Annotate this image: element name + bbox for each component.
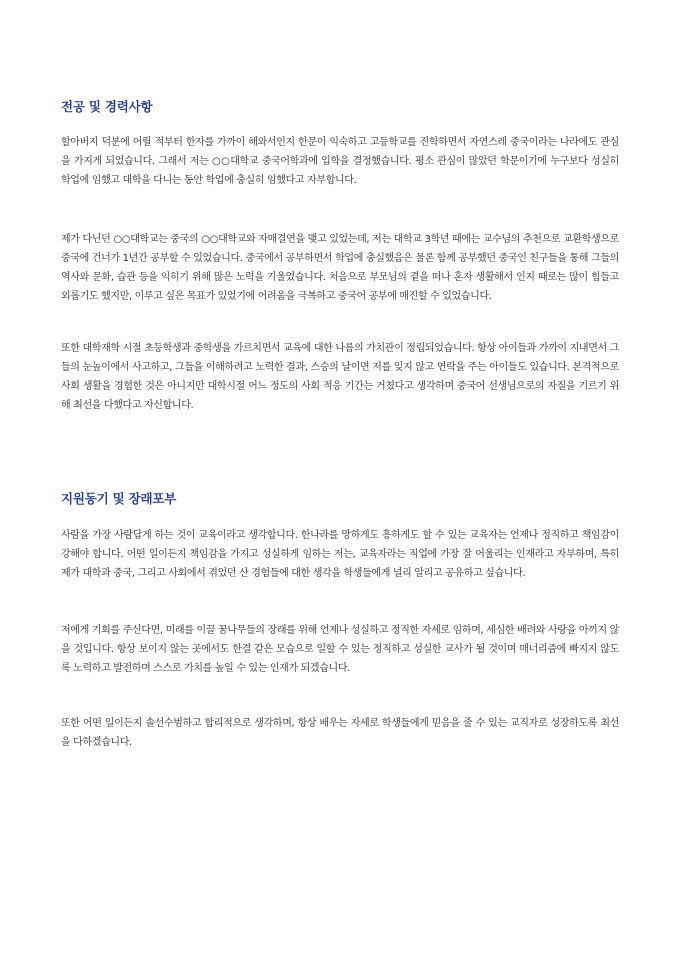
motivation-paragraph-3: 또한 어떤 일이든지 솔선수범하고 합리적으로 생각하며, 항상 배우는 자세로 학생들에게 믿음을 줄 수 있는 교직자로 성장하도록 최선을 다하겠습니다.: [61, 718, 619, 748]
section-title-motivation: 지원동기 및 장래포부: [61, 491, 177, 506]
motivation-paragraph-1: 사람을 가장 사람답게 하는 것이 교육이라고 생각합니다. 한나라를 망하게도 흥하게도 할 수 있는 교육자는 언제나 정직하고 책임감이 강해야 합니다. 어떤 일이든지 책임감을 가지고 성실하게 임하는 저는, 교육자라는 직업에 가장 잘 어울리는 인재라고 자부하며, 특히 제가 대학과 중국, 그리고 사회에서 겪었던 산 경험들에 대한 생각을 학생들에게 널리 알리고 공유하고 싶습니다.: [61, 530, 619, 579]
section-title-career: 전공 및 경력사항: [61, 99, 153, 114]
career-paragraph-1: 할아버지 덕분에 어릴 적부터 한자를 가까이 해와서인지 한문이 익숙하고 고등학교를 진학하면서 자연스레 중국이라는 나라에도 관심을 가지게 되었습니다. 그래서 저는 ○○대학교 중국어학과에 입학을 결정했습니다. 평소 관심이 많았던 학문이기에 누구보다 성실히 학업에 임했고 대학을 다니는 동안 학업에 충실히 임했다고 자부합니다.: [61, 137, 619, 186]
motivation-paragraph-2: 저에게 기회를 주신다면, 미래를 이끌 꿈나무들의 장래를 위해 언제나 성실하고 정직한 자세로 임하며, 세심한 배려와 사랑을 아끼지 않을 것입니다. 항상 보이지 않는 곳에서도 한결 같은 모습으로 일할 수 있는 정직하고 성실한 교사가 될 것이며 매너리즘에 빠지지 않도록 노력하고 발전하며 스스로 가치를 높일 수 있는 인재가 되겠습니다.: [61, 625, 619, 674]
career-paragraph-3: 또한 대학재학 시절 초등학생과 중학생을 가르치면서 교육에 대한 나름의 가치관이 정립되었습니다. 항상 아이들과 가까이 지내면서 그들의 눈높이에서 사고하고, 그들을 이해하려고 노력한 결과, 스승의 날이면 저를 잊지 않고 연락을 주는 아이들도 있습니다. 본격적으로 사회 생활을 경험한 것은 아니지만 대학시절 어느 정도의 사회 적응 기간는 거쳤다고 생각하며 중국어 선생님으로의 자질을 기르기 위해 최선을 다했다고 자신합니다.: [61, 343, 619, 411]
career-paragraph-2: 제가 다닌던 ○○대학교는 중국의 ○○대학교와 자매결연을 맺고 있었는데, 저는 대학교 3학년 때에는 교수님의 추천으로 교환학생으로 중국에 건너가 1년간 공부할 수 있었습니다. 중국에서 공부하면서 학업에 충실했음은 물론 함께 공부했던 중국인 친구들을 통해 그들의 역사와 문화, 습관 등을 익히기 위해 많은 노력을 기울였습니다. 처음으로 부모님의 곁을 떠나 혼자 생활해서 인지 때로는 많이 힘들고 외롭기도 했지만, 이루고 싶은 목표가 있었기에 어려움을 극복하고 중국어 공부에 매진할 수 있었습니다.: [61, 234, 619, 302]
